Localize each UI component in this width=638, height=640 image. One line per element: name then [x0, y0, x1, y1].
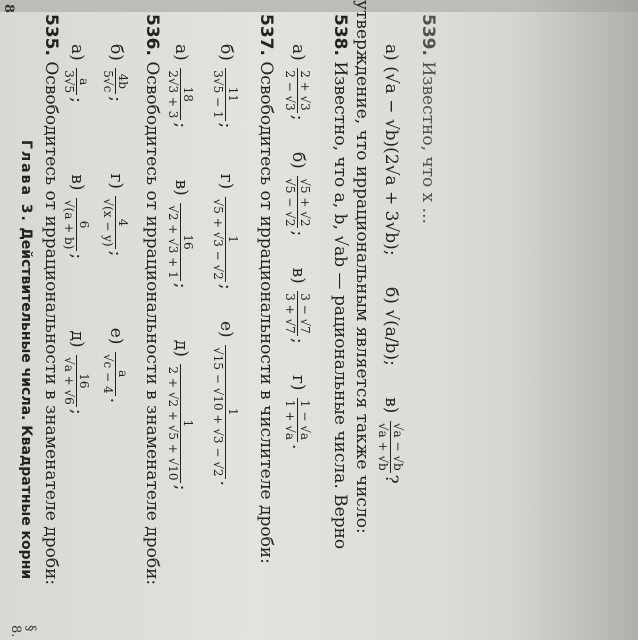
chapter-title: Действительные числа. Квадратные корни	[18, 227, 34, 580]
problem-537-heading	[256, 14, 276, 564]
item-label: в)	[171, 179, 191, 196]
expression: √(a/b);	[381, 309, 401, 366]
problem-text: Освободитесь от иррациональности в знаменателе дроби:	[142, 61, 162, 586]
problem-538-row: а) (√a − √b)(2√a + 3√b); б) √(a/b); в) √a − √b √a + √b ?	[376, 44, 405, 484]
fraction: 16 √2 + √3 + 1	[166, 205, 195, 279]
problem-535-row-1: а) a 3√5 ; в) 6 √(a + b) ; д) 16 √a + √6 ;	[62, 44, 91, 415]
problem-537-row: а) 2 + √3 2 − √3 ; б) √5 + √2 √5 − √2 ; в) 3 − √7 3 + √7 ; г) 1 − √a 1 + √a .	[283, 44, 312, 450]
fraction: 18 2√3 + 3	[166, 70, 195, 119]
item-label: г)	[106, 173, 126, 189]
item-label: а)	[381, 44, 401, 61]
item-label: г)	[288, 374, 308, 391]
item-label: а)	[171, 44, 191, 61]
problem-number: 536.	[142, 14, 162, 56]
item-label: в)	[288, 267, 308, 284]
fraction: 3 − √7 3 + √7	[283, 293, 312, 334]
fraction: 4b 5√c	[101, 70, 130, 93]
problem-535-row-2: б) 4b 5√c ; г) 4 √(x − y) ; е) a √c − 4 .	[101, 44, 130, 403]
problem-number: 538.	[330, 14, 350, 56]
problem-535-heading	[41, 14, 61, 585]
item-label: г)	[216, 173, 236, 190]
item-label: б)	[106, 44, 126, 61]
item-label: в)	[67, 174, 87, 191]
running-header	[16, 140, 36, 579]
item-label: б)	[288, 151, 308, 169]
fraction: a √c − 4	[101, 353, 130, 394]
fraction: √a − √b √a + √b	[376, 422, 405, 471]
section-mark: § 8.	[8, 625, 38, 638]
fraction: 16 √a + √6	[62, 357, 91, 405]
item-label: е)	[106, 327, 126, 345]
problem-539-partial	[418, 14, 438, 224]
fraction: 2 + √3 2 − √3	[283, 70, 312, 111]
problem-538-line-2: утверждение, что иррациональным является также число:	[352, 0, 372, 534]
fraction: √5 + √2 √5 − √2	[283, 178, 312, 227]
item-label: б)	[216, 44, 236, 61]
problem-text: Известно, что x ...	[418, 61, 438, 224]
item-label: е)	[216, 320, 236, 338]
item-label: б)	[381, 286, 401, 304]
expression: (√a − √b)(2√a + 3√b);	[381, 66, 401, 256]
problem-538-line-1	[330, 14, 350, 549]
problem-number: 537.	[256, 14, 276, 56]
item-label: д)	[67, 330, 87, 348]
chapter-label: Глава 3.	[18, 140, 34, 223]
problem-536-row-2: б) 11 3√5 − 1 ; г) 1 √5 + √3 − √2 ; е) 1 √15 − √10 + √3 − √2 .	[211, 44, 240, 486]
problem-536-heading	[142, 14, 162, 585]
fraction: 1 √15 − √10 + √3 − √2	[211, 347, 240, 477]
fraction: a 3√5	[62, 70, 91, 94]
item-label: а)	[67, 44, 87, 61]
fraction: 11 3√5 − 1	[211, 70, 240, 119]
problem-text: Освободитесь от иррациональности в числителе дроби:	[256, 61, 276, 564]
problem-text: Известно, что a, b, √ab — рациональные числа. Верно	[330, 61, 350, 550]
item-label: д)	[171, 339, 191, 357]
fraction: 1 2 + √2 + √5 + √10	[166, 366, 195, 481]
fraction: 1 − √a 1 + √a	[283, 399, 312, 441]
item-label: а)	[288, 44, 308, 61]
problem-number: 539.	[418, 14, 438, 56]
problem-536-row-1: а) 18 2√3 + 3 ; в) 16 √2 + √3 + 1 ; д) 1 2 + √2 + √5 + √10 ;	[166, 44, 195, 491]
page-number: 8	[1, 4, 16, 14]
item-label: в)	[381, 397, 401, 414]
problem-number: 535.	[41, 14, 61, 56]
fraction: 1 √5 + √3 − √2	[211, 198, 240, 280]
problem-text: Освободитесь от иррациональности в знаменателе дроби:	[41, 61, 61, 586]
fraction: 6 √(a + b)	[62, 199, 91, 250]
fraction: 4 √(x − y)	[101, 198, 130, 247]
